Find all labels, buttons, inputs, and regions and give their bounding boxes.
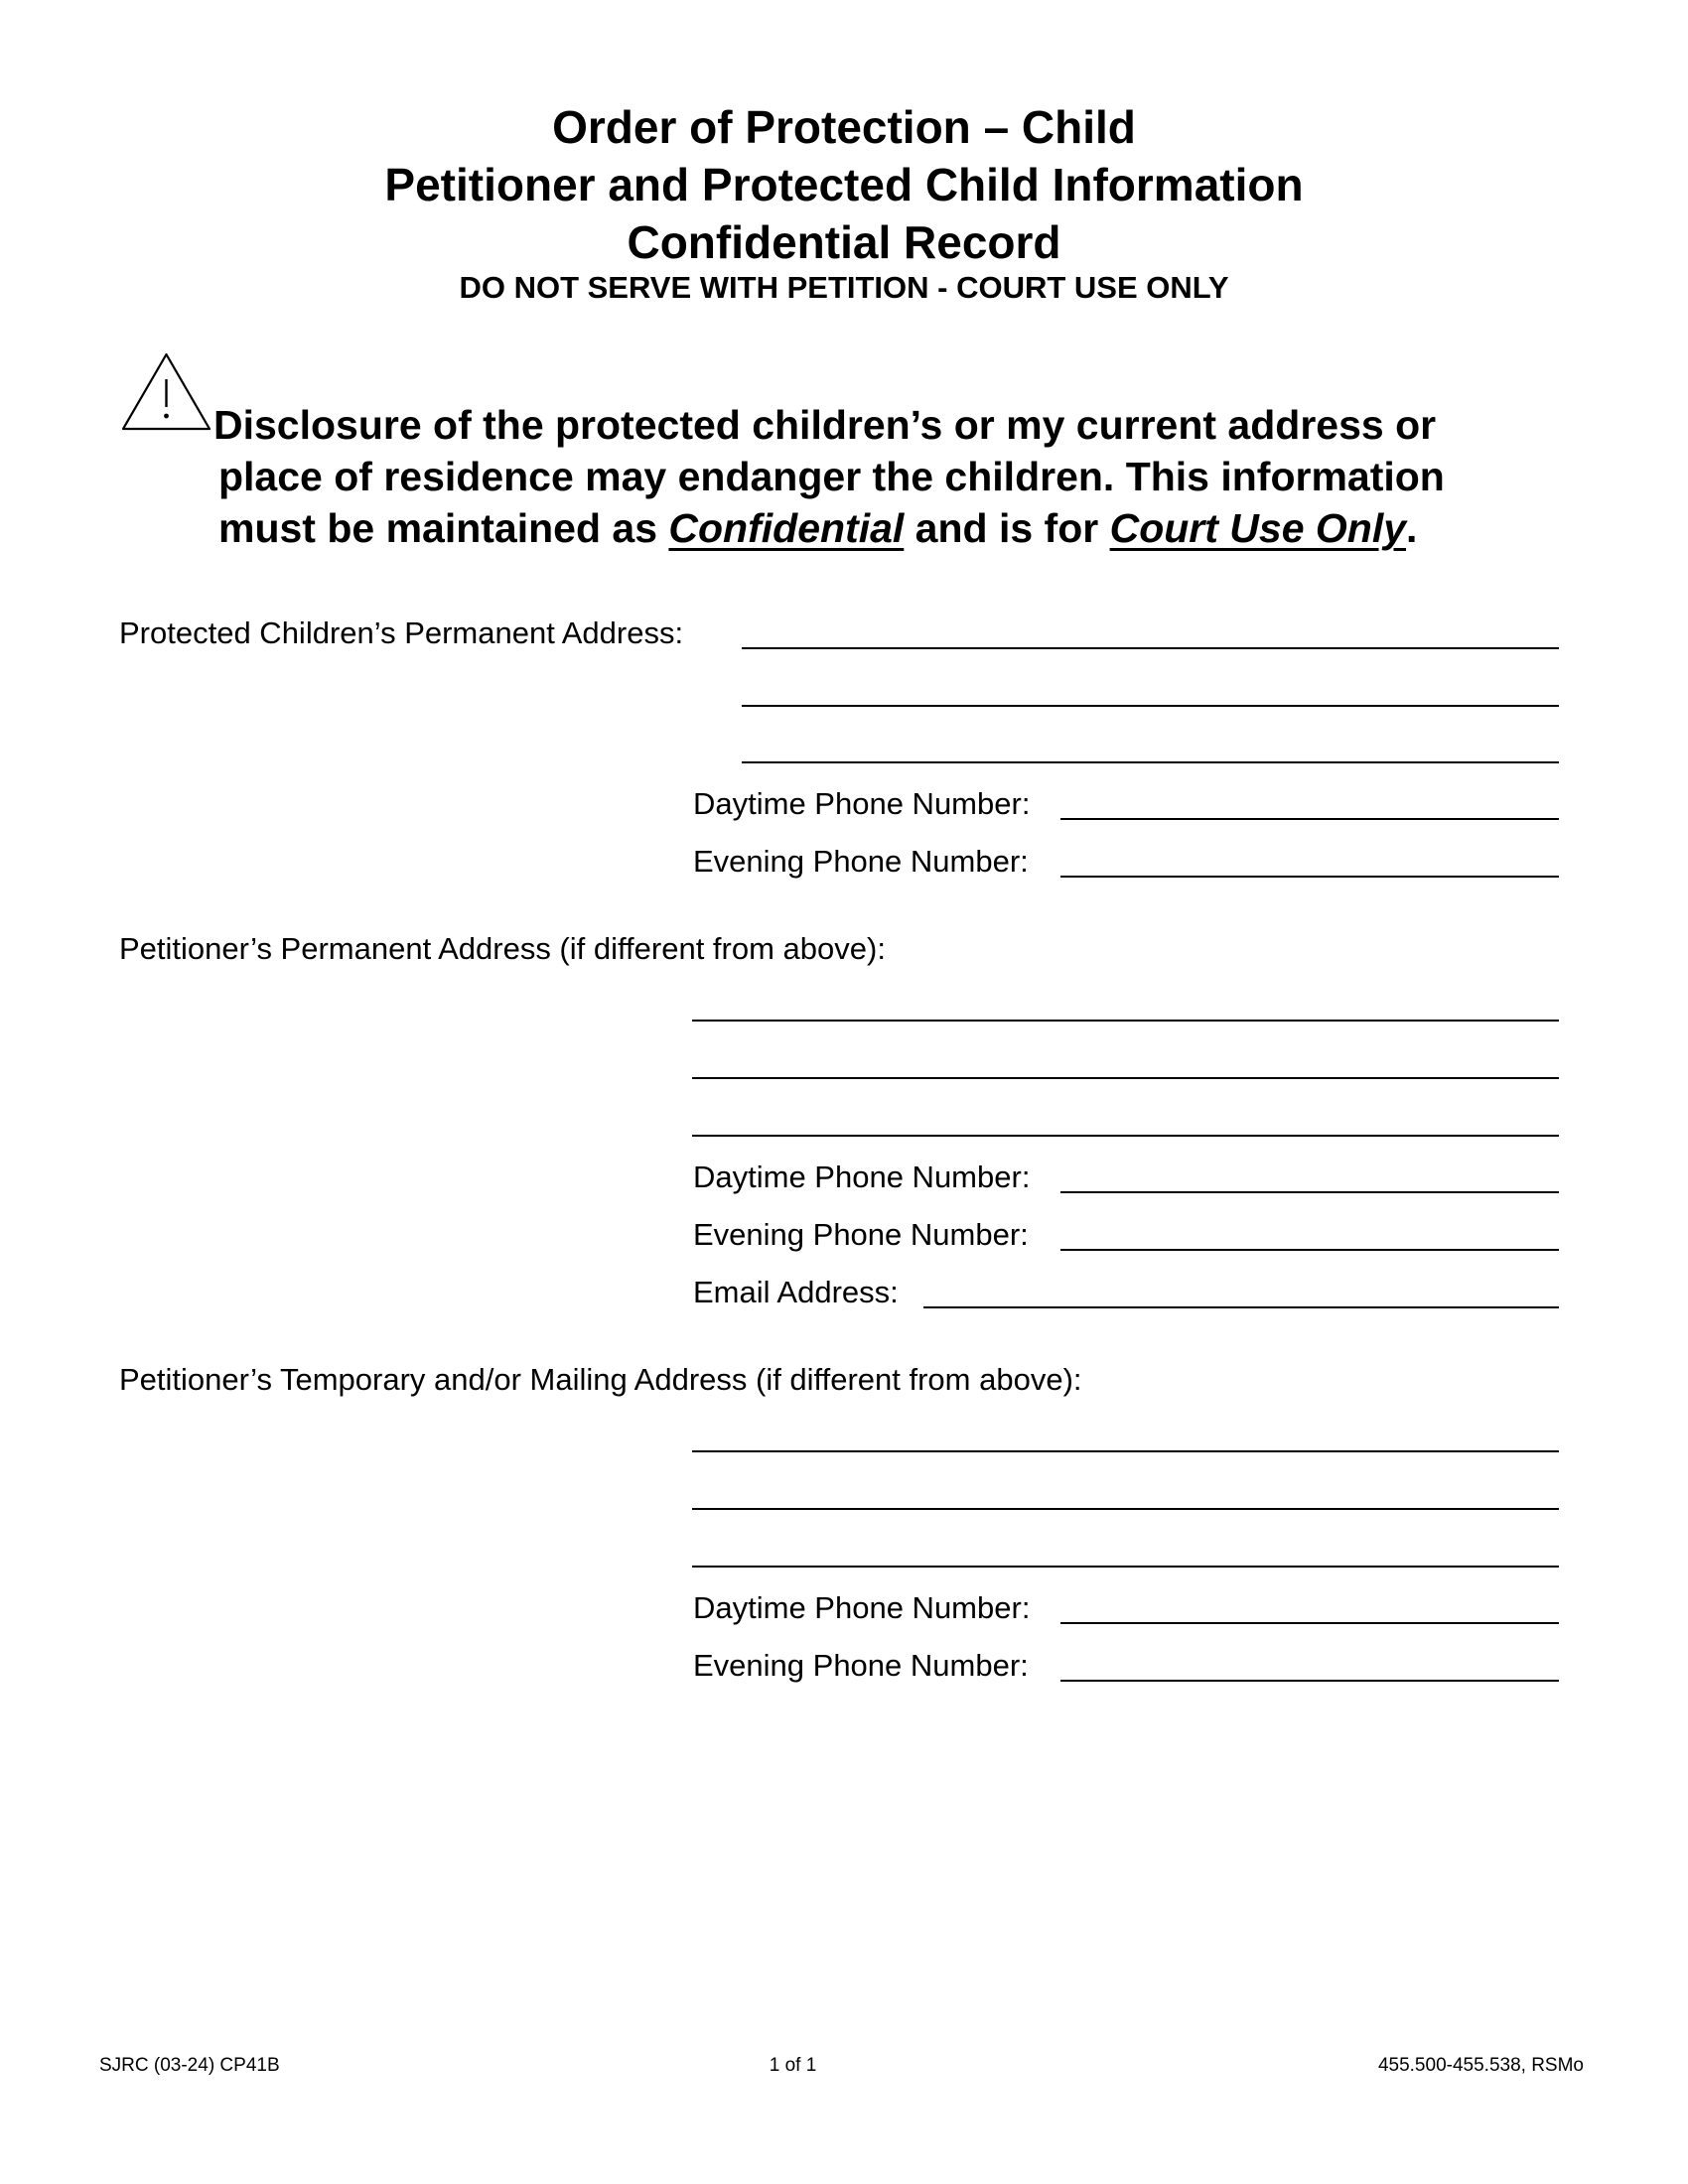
title-line-1: Order of Protection – Child: [552, 101, 1136, 153]
children-address-line-3[interactable]: [742, 761, 1559, 763]
petitioner-permanent-address-line-2[interactable]: [692, 1077, 1559, 1079]
petitioner-permanent-daytime-field[interactable]: [1060, 1191, 1559, 1193]
petitioner-temporary-address-label: Petitioner’s Temporary and/or Mailing Address (if different from above):: [119, 1362, 1082, 1397]
petitioner-temporary-address-line-1[interactable]: [692, 1450, 1559, 1452]
petitioner-permanent-evening-field[interactable]: [1060, 1249, 1559, 1251]
warning-triangle-icon: [119, 349, 213, 435]
petitioner-permanent-evening-label: Evening Phone Number:: [693, 1217, 1029, 1252]
footer-form-id: SJRC (03-24) CP41B: [99, 2055, 280, 2076]
petitioner-temporary-address-line-2[interactable]: [692, 1508, 1559, 1510]
warning-line-3-prefix: must be maintained as: [218, 505, 669, 551]
court-use-only-emphasis: Court Use Only: [1109, 505, 1407, 551]
petitioner-temporary-evening-field[interactable]: [1060, 1680, 1559, 1682]
warning-line-3: [218, 502, 1417, 554]
children-address-line-2[interactable]: [742, 705, 1559, 707]
footer-page-number: 1 of 1: [769, 2055, 817, 2076]
petitioner-temporary-evening-label: Evening Phone Number:: [693, 1648, 1029, 1683]
confidential-emphasis: Confidential: [668, 505, 905, 551]
title-line-2: Petitioner and Protected Child Information: [384, 159, 1304, 210]
petitioner-email-label: Email Address:: [693, 1275, 899, 1309]
title-line-3: Confidential Record: [627, 216, 1061, 268]
petitioner-temporary-address-line-3[interactable]: [692, 1566, 1559, 1568]
warning-line-1: Disclosure of the protected children’s or my current address or: [213, 402, 1437, 448]
children-evening-phone-field[interactable]: [1060, 876, 1559, 878]
petitioner-permanent-address-line-1[interactable]: [692, 1020, 1559, 1022]
court-use-subtitle: DO NOT SERVE WITH PETITION - COURT USE ONLY: [459, 270, 1229, 305]
warning-line-3-middle: and is for: [904, 505, 1110, 551]
children-evening-phone-label: Evening Phone Number:: [693, 844, 1029, 879]
petitioner-permanent-address-line-3[interactable]: [692, 1135, 1559, 1137]
warning-line-3-suffix: .: [1406, 505, 1418, 551]
footer-statute: 455.500-455.538, RSMo: [1377, 2055, 1584, 2076]
petitioner-permanent-daytime-label: Daytime Phone Number:: [693, 1160, 1031, 1194]
petitioner-temporary-daytime-label: Daytime Phone Number:: [693, 1590, 1031, 1625]
petitioner-email-field[interactable]: [923, 1306, 1559, 1308]
petitioner-temporary-daytime-field[interactable]: [1060, 1622, 1559, 1624]
children-address-line-1[interactable]: [742, 647, 1559, 649]
children-address-label: Protected Children’s Permanent Address:: [119, 615, 684, 650]
children-daytime-phone-label: Daytime Phone Number:: [693, 786, 1031, 821]
petitioner-permanent-address-label: Petitioner’s Permanent Address (if different from above):: [119, 931, 886, 966]
children-daytime-phone-field[interactable]: [1060, 818, 1559, 820]
warning-line-2: place of residence may endanger the children. This information: [218, 454, 1445, 499]
